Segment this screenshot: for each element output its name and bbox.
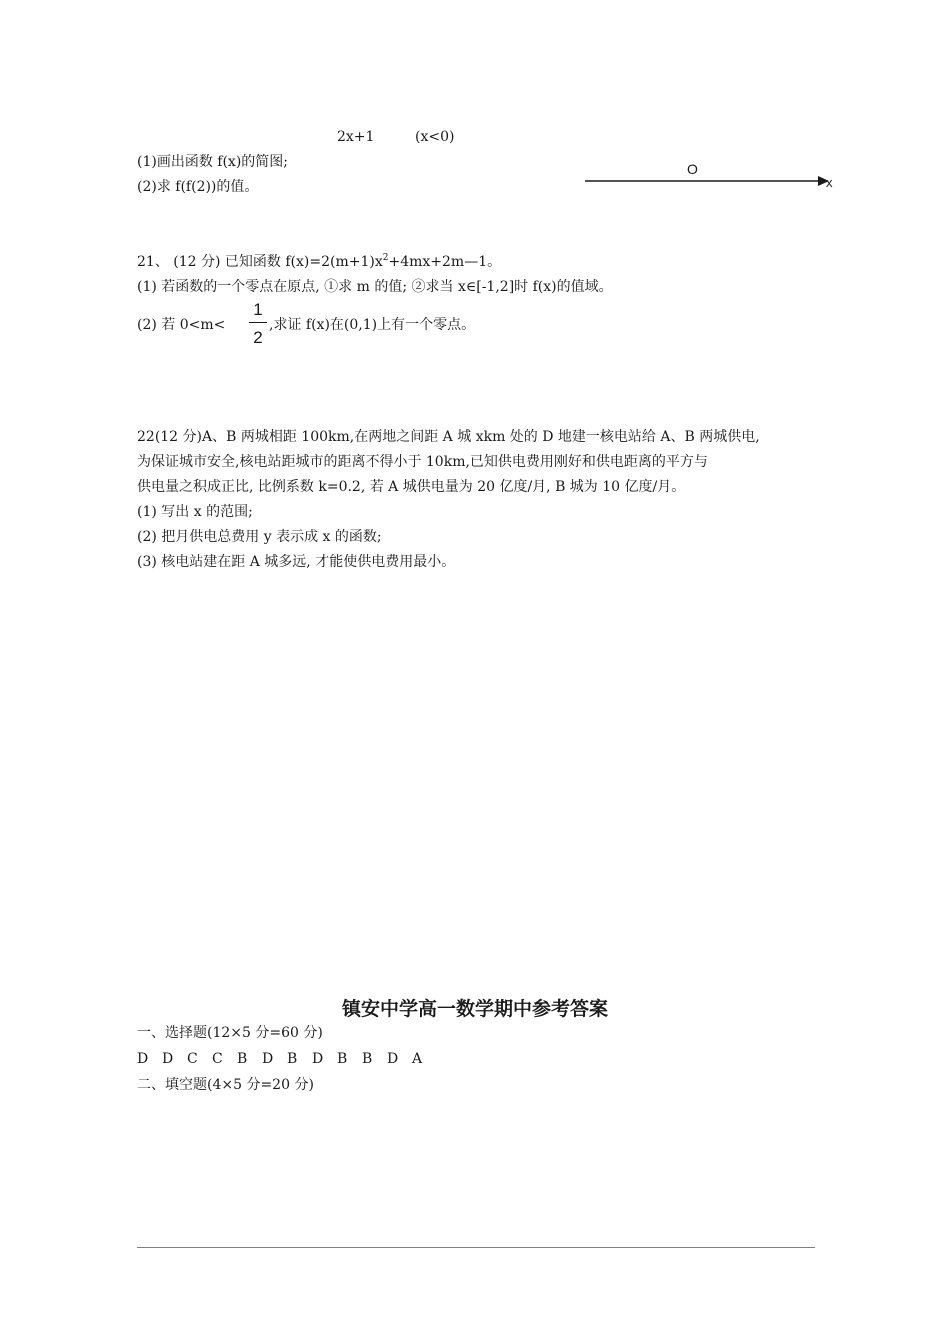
answer-9: B xyxy=(337,1051,348,1067)
answer-8: D xyxy=(312,1051,324,1067)
q21-part2-suffix: ,求证 f(x)在(0,1)上有一个零点。 xyxy=(269,317,476,333)
q22-line3: 供电量之积成正比, 比例系数 k=0.2, 若 A 城供电量为 20 亿度/月, B 城为 10 亿度/月。 xyxy=(137,479,686,495)
answer-7: B xyxy=(287,1051,298,1067)
footer-rule xyxy=(137,1247,815,1248)
exponent: 2 xyxy=(382,253,389,263)
axis-arrow xyxy=(585,160,845,190)
answer-title: 镇安中学高一数学期中参考答案 xyxy=(341,998,608,1020)
fraction-denominator: 2 xyxy=(253,328,263,347)
choice-answers xyxy=(137,1052,437,1066)
section-choice-heading: 一、选择题(12×5 分=60 分) xyxy=(137,1025,323,1041)
answer-3: C xyxy=(187,1051,198,1067)
axis-x-label: x xyxy=(826,175,833,190)
q21-part2-prefix: (2) 若 0<m< xyxy=(137,317,226,333)
q22-part2: (2) 把月供电总费用 y 表示成 x 的函数; xyxy=(137,529,382,545)
axis-origin-label: O xyxy=(687,161,698,177)
q20-part1: (1)画出函数 f(x)的简图; xyxy=(137,154,288,170)
q20-part2: (2)求 f(f(2))的值。 xyxy=(137,179,259,195)
q22-part3: (3) 核电站建在距 A 城多远, 才能使供电费用最小。 xyxy=(137,554,456,570)
answer-11: D xyxy=(387,1051,399,1067)
answer-10: B xyxy=(362,1051,373,1067)
q22-line1: 22(12 分)A、B 两城相距 100km,在两地之间距 A 城 xkm 处的 D 地建一核电站给 A、B 两城供电, xyxy=(137,429,760,445)
q22-line2: 为保证城市安全,核电站距城市的距离不得小于 10km,已知供电费用刚好和供电距离的平方与 xyxy=(137,454,708,470)
q21-part1: (1) 若函数的一个零点在原点, ①求 m 的值; ②求当 x∈[-1,2]时 f(x)的值域。 xyxy=(137,279,613,295)
piecewise-expression: 2x+1 xyxy=(337,129,375,145)
answer-4: C xyxy=(212,1051,223,1067)
answer-1: D xyxy=(137,1051,149,1067)
fraction-numerator: 1 xyxy=(253,300,263,319)
q21-stem: 21、 (12 分) 已知函数 $f(x)=2(m+1)x^2+4mx+2m—1$。 xyxy=(137,253,502,270)
answer-12: A xyxy=(412,1051,423,1067)
answer-5: B xyxy=(237,1051,248,1067)
fraction-bar xyxy=(249,322,267,323)
answer-2: D xyxy=(162,1051,174,1067)
section-fill-heading: 二、填空题(4×5 分=20 分) xyxy=(137,1077,314,1093)
piecewise-condition: (x<0) xyxy=(415,129,455,145)
number-axis xyxy=(585,160,845,190)
q22-part1: (1) 写出 x 的范围; xyxy=(137,504,253,520)
answer-6: D xyxy=(262,1051,274,1067)
